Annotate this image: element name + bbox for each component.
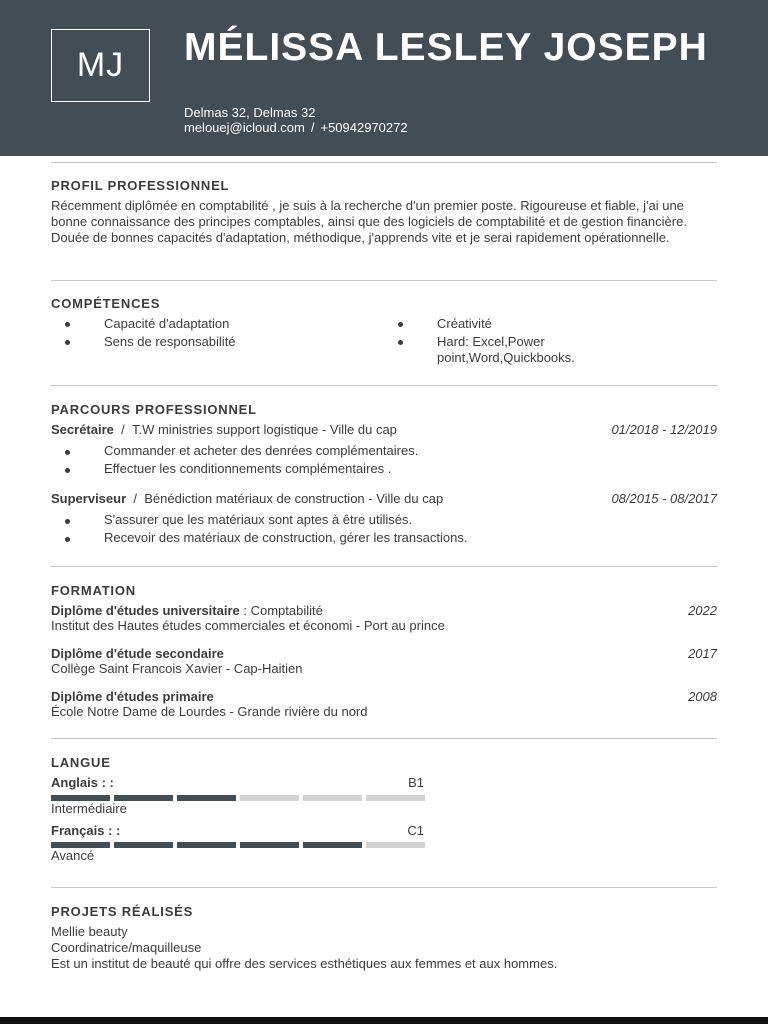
language-name: Anglais : : — [51, 775, 114, 790]
language-desc: Avancé — [51, 848, 95, 863]
job-task: Effectuer les conditionnements complémentaires . — [104, 461, 392, 476]
bullet-icon — [65, 450, 70, 455]
address: Delmas 32, Delmas 32 — [184, 105, 316, 120]
section-title-languages: LANGUE — [51, 755, 111, 770]
job-separator: / — [121, 422, 125, 437]
education-school: Collège Saint Francois Xavier - Cap-Haitien — [51, 661, 303, 676]
skill-item: Hard: Excel,Power point,Word,Quickbooks. — [437, 334, 575, 365]
resume-header — [0, 0, 768, 156]
degree-field: : Comptabilité — [239, 603, 323, 618]
education-degree — [51, 646, 224, 662]
level-segment-filled — [177, 795, 236, 801]
section-divider — [51, 162, 717, 163]
education-year: 2022 — [688, 603, 717, 618]
initials-monogram: MJ — [51, 29, 150, 102]
job-company: T.W ministries support logistique - Ville du cap — [131, 422, 397, 437]
section-divider — [51, 738, 717, 739]
job-separator: / — [133, 491, 138, 506]
bullet-icon — [65, 340, 70, 345]
language-name: Français : : — [51, 823, 121, 838]
education-degree — [51, 603, 323, 619]
degree-name: Diplôme d'étude secondaire — [51, 646, 224, 661]
job-task: Commander et acheter des denrées complémentaires. — [104, 443, 419, 458]
project-name: Mellie beauty — [51, 924, 128, 939]
section-title-profile: PROFIL PROFESSIONNEL — [51, 178, 230, 193]
bullet-icon — [65, 519, 70, 524]
skill-item: Créativité — [437, 316, 492, 331]
candidate-name: MÉLISSA LESLEY JOSEPH — [184, 26, 708, 69]
bullet-icon — [398, 340, 403, 345]
level-segment-empty — [366, 842, 425, 848]
level-segment-empty — [366, 795, 425, 801]
job-dates: 01/2018 - 12/2019 — [611, 422, 717, 437]
language-level-bar — [51, 842, 425, 848]
education-year: 2017 — [688, 646, 717, 661]
email: melouej@icloud.com — [184, 120, 305, 135]
section-title-education: FORMATION — [51, 583, 136, 598]
education-school: École Notre Dame de Lourdes - Grande rivière du nord — [51, 704, 368, 719]
job-task: Recevoir des matériaux de construction, gérer les transactions. — [104, 530, 468, 545]
project-role: Coordinatrice/maquilleuse — [51, 940, 202, 955]
level-segment-empty — [303, 795, 362, 801]
education-degree — [51, 689, 214, 705]
degree-name: Diplôme d'études primaire — [51, 689, 214, 704]
contact-line — [184, 120, 408, 135]
phone: +50942970272 — [320, 120, 408, 135]
language-level: B1 — [408, 775, 424, 790]
job-title-line — [51, 422, 397, 437]
project-desc: Est un institut de beauté qui offre des services esthétiques aux femmes et aux hommes. — [51, 956, 558, 971]
job-company: Bénédiction matériaux de construction - Ville du cap — [144, 491, 444, 506]
level-segment-filled — [240, 842, 299, 848]
bullet-icon — [65, 468, 70, 473]
section-title-skills: COMPÉTENCES — [51, 296, 161, 311]
level-segment-filled — [303, 842, 362, 848]
skill-item: Sens de responsabilité — [104, 334, 236, 349]
degree-name: Diplôme d'études universitaire — [51, 603, 240, 618]
bullet-icon — [398, 322, 403, 327]
section-divider — [51, 280, 717, 281]
section-divider — [51, 385, 717, 386]
bullet-icon — [65, 322, 70, 327]
section-divider — [51, 566, 717, 567]
job-dates: 08/2015 - 08/2017 — [611, 491, 717, 506]
job-role: Superviseur — [51, 491, 127, 506]
level-segment-empty — [240, 795, 299, 801]
job-role: Secrétaire — [51, 422, 114, 437]
section-divider — [51, 887, 717, 888]
education-year: 2008 — [688, 689, 717, 704]
skill-item: Capacité d'adaptation — [104, 316, 230, 331]
language-level: C1 — [407, 823, 424, 838]
bullet-icon — [65, 537, 70, 542]
section-title-experience: PARCOURS PROFESSIONNEL — [51, 402, 257, 417]
level-segment-filled — [114, 842, 173, 848]
level-segment-filled — [177, 842, 236, 848]
job-task: S'assurer que les matériaux sont aptes à être utilisés. — [104, 512, 413, 527]
contact-separator: / — [310, 120, 315, 135]
profile-text: Récemment diplômée en comptabilité , je suis à la recherche d'un premier poste. Rigoureuse et fiable, j'ai une bonne connaissance des principes comptables, ainsi que des logiciels de comptabilité et de gestion financière. Douée de bonnes capacités d'adaptation, méthodique, j'apprends vite et je serai rapidement opérationnelle. — [51, 198, 687, 245]
language-desc: Intermédiaire — [51, 801, 127, 816]
job-title-line — [51, 491, 443, 506]
section-title-projects: PROJETS RÉALISÉS — [51, 904, 194, 919]
page-bottom-edge — [0, 1017, 768, 1024]
education-school: Institut des Hautes études commerciales et économi - Port au prince — [51, 618, 445, 633]
